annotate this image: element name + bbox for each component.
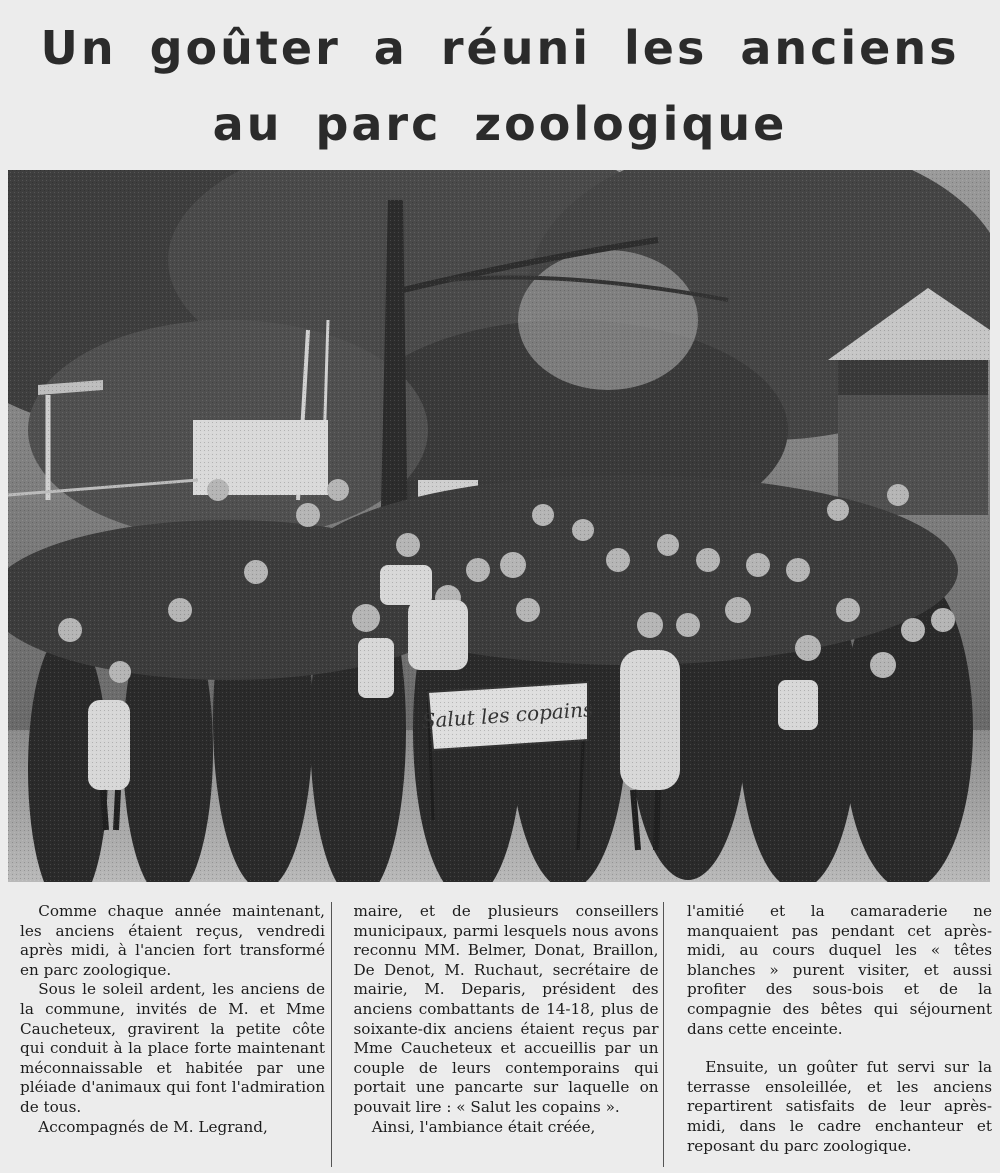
article-column-3 [687, 902, 992, 1170]
article-headline [0, 10, 1000, 162]
article-paragraph: Accompagnés de M. Legrand, [38, 1117, 268, 1136]
article-paragraph: maire, et de plusieurs conseillers municipaux, parmi lesquels nous avons reconnu MM. Belmer, Donat, Braillon, De Denot, M. Ruchaut, secrétaire de mairie, M. Deparis, président des anciens combattants de 14-18, plus de soixante-dix anciens étaient reçus par Mme Caucheteux et accueillis par un couple de leurs contemporains qui portait une pancarte sur laquelle on pouvait lire : « Salut les copains ». [353, 902, 659, 1116]
column-divider [663, 902, 664, 1167]
article-paragraph: Sous le soleil ardent, les anciens de la commune, invités de M. et Mme Caucheteux, gravirent la petite côte qui conduit à la place forte maintenant méconnaissable et habitée par une pléiade d'animaux qui font l'admiration de tous. [20, 980, 325, 1116]
column-divider [331, 902, 332, 1167]
group-photo [8, 170, 990, 882]
headline-line-1: Un goûter a réuni les anciens [40, 21, 960, 75]
headline-line-2: au parc zoologique [212, 97, 788, 151]
article-paragraph: Ensuite, un goûter fut servi sur la terrasse ensoleillée, et les anciens repartirent satisfaits de leur après-midi, dans le cadre enchanteur et reposant du parc zoologique. [687, 1058, 992, 1155]
article-column-1 [20, 902, 325, 1170]
article-column-2 [354, 902, 659, 1170]
article-paragraph: Comme chaque année maintenant, les anciens étaient reçus, vendredi après midi, à l'ancien fort transformé en parc zoologique. [20, 902, 325, 979]
group-photo-drawing [8, 170, 990, 882]
article-paragraph: Ainsi, l'ambiance était créée, [371, 1117, 596, 1136]
article-paragraph: l'amitié et la camaraderie ne manquaient pas pendant cet après-midi, au cours duquel les « têtes blanches » purent visiter, et aussi profiter des sous-bois et de la compagnie des bêtes qui séjournent dans cette enceinte. [687, 902, 992, 1038]
article-body [20, 902, 992, 1170]
